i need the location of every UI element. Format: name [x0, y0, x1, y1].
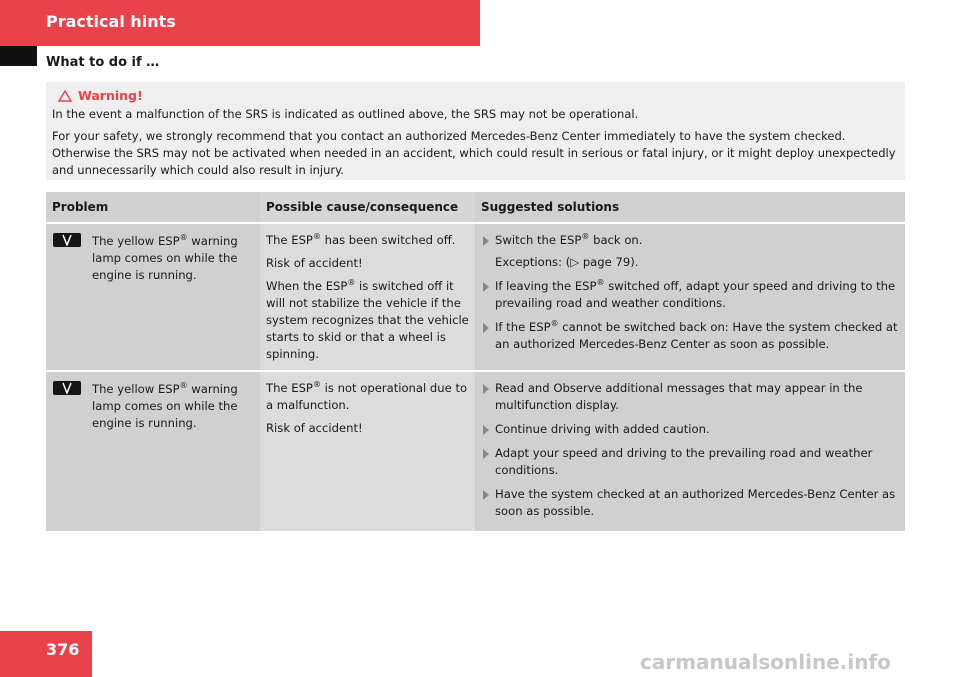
col-header-problem: Problem	[46, 192, 260, 222]
row2-solution-3: Adapt your speed and driving to the prevailing road and weather conditions.	[481, 445, 899, 479]
esp-warning-lamp-icon	[53, 233, 81, 247]
warning-box	[46, 82, 905, 180]
row1-problem-text: The yellow ESP® warning lamp comes on while the engine is running.	[92, 233, 238, 282]
row2-problem-cell	[46, 372, 260, 531]
row1-cause-cell	[260, 224, 475, 370]
section-tab-marker	[0, 46, 37, 66]
esp-warning-lamp-icon	[53, 381, 81, 395]
row1-cause-p2: Risk of accident!	[266, 256, 363, 270]
warning-heading	[58, 88, 143, 103]
row1-solution-1: Switch the ESP® back on.	[481, 232, 899, 249]
row1-solution-2: If leaving the ESP® switched off, adapt your speed and driving to the prevailing road and weather conditions.	[481, 278, 899, 312]
row2-solution-2: Continue driving with added caution.	[481, 421, 899, 438]
row1-solutions-cell	[475, 224, 905, 370]
row2-solution-1: Read and Observe additional messages that may appear in the multifunction display.	[481, 380, 899, 414]
row1-exceptions: Exceptions: (▷ page 79).	[495, 255, 639, 269]
row2-solutions-cell	[475, 372, 905, 531]
row1-cause-p3: When the ESP® is switched off it will not stabilize the vehicle if the system recognizes that the vehicle starts to skid or that a wheel is spinning.	[266, 278, 469, 361]
row1-solution-3: If the ESP® cannot be switched back on: Have the system checked at an authorized Mercedes-Benz Center as soon as possible.	[481, 319, 899, 353]
warning-title: Warning!	[78, 88, 143, 103]
col-header-solutions: Suggested solutions	[475, 192, 905, 222]
row2-cause-p1: The ESP® is not operational due to a malfunction.	[266, 380, 468, 412]
page-subtitle: What to do if …	[46, 55, 160, 70]
row2-cause-p2: Risk of accident!	[266, 421, 363, 435]
warning-text-2: For your safety, we strongly recommend that you contact an authorized Mercedes-Benz Center immediately to have the system checked. Otherwise the SRS may not be activated when needed in an accident, which could result in serious or fatal injury, or it might deploy unexpectedly and unnecessarily which could also result in injury.	[52, 129, 896, 177]
watermark: carmanualsonline.info	[640, 650, 891, 674]
arrow-right-icon: ▷	[570, 255, 580, 269]
row2-problem-text: The yellow ESP® warning lamp comes on while the engine is running.	[92, 381, 238, 430]
col-header-cause: Possible cause/consequence	[260, 192, 475, 222]
page-number: 376	[46, 640, 80, 659]
row2-solution-4: Have the system checked at an authorized Mercedes-Benz Center as soon as possible.	[481, 486, 899, 520]
section-title: Practical hints	[46, 12, 176, 31]
row2-cause-cell	[260, 372, 475, 531]
warning-triangle-icon	[58, 90, 72, 102]
row1-problem-cell	[46, 224, 260, 370]
row1-cause-p1: The ESP® has been switched off.	[266, 232, 456, 247]
warning-text-1: In the event a malfunction of the SRS is indicated as outlined above, the SRS may not be operational.	[52, 107, 639, 121]
